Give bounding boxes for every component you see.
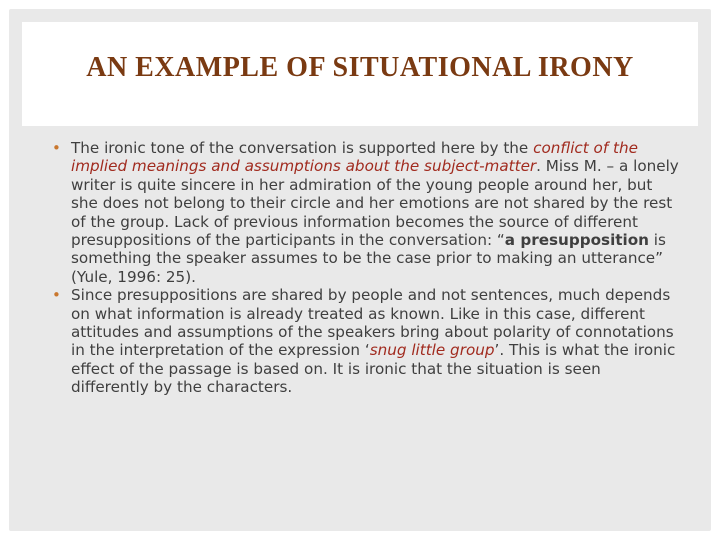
bullet-1-emphasis: conflict of the implied meanings and assumptions about the subject-matter [71,139,638,176]
bullet-1-text-b: . Miss M. – a lonely writer is quite sincere in her admiration of the young people around her, but she does not belong to their circle and her emotions are not shared by the rest of the group. Lack of previous information becomes the source of different presuppositions of the participants in the conversation: “ [71,157,679,250]
bullet-dot-icon: • [52,139,61,157]
bullet-2-text-b: ’. This is what the ironic effect of the passage is based on. It is ironic that the situation is seen differently by the characters. [71,341,676,397]
title-box [22,22,698,126]
bullet-1-text-c: is something the speaker assumes to be the case prior to making an utterance” (Yule, 1996: 25). [71,231,666,286]
bullet-paragraph-2 [52,286,682,396]
slide-body [52,139,682,397]
bullet-dot-icon: • [52,286,61,305]
bullet-paragraph-1 [52,139,682,286]
bullet-2-text-a: Since presuppositions are shared by people and not sentences, much depends on what information is already treated as known. Like in this case, different attitudes and assumptions of the speakers bring about polarity of connotations in the interpretation of the expression ‘ [71,286,674,360]
bullet-1-text-a: The ironic tone of the conversation is supported here by the [71,139,534,157]
slide-title: AN EXAMPLE OF SITUATIONAL IRONY [86,52,634,83]
bullet-2-emphasis: snug little group [369,341,495,360]
bullet-1-bold-term: a presupposition [504,231,649,250]
